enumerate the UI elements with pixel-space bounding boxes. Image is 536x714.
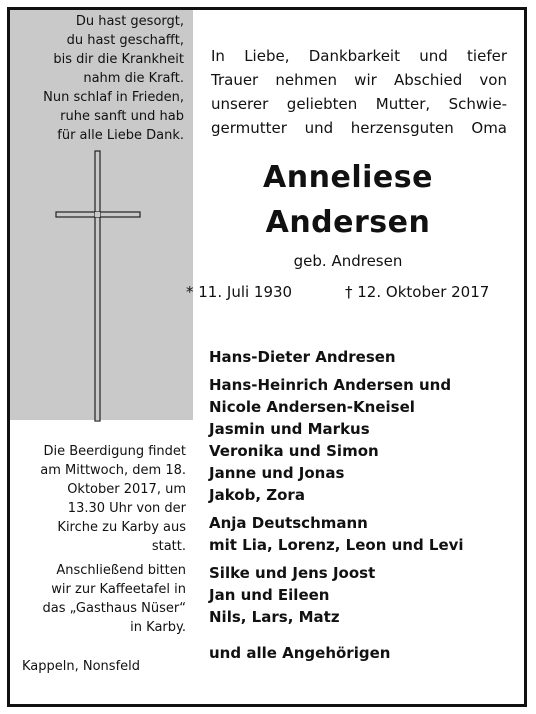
mourner-group xyxy=(209,374,509,506)
poem-line: Nun schlaf in Frieden, xyxy=(43,90,184,105)
coffee-line: wir zur Kaffeetafel in xyxy=(51,582,186,597)
mourner-line: mit Lia, Lorenz, Leon und Levi xyxy=(209,536,464,554)
poem-line: bis dir die Krankheit xyxy=(53,52,184,67)
place: Kappeln, Nonsfeld xyxy=(22,659,141,674)
mourner-line: Janne und Jonas xyxy=(209,464,345,482)
poem-line: Du hast gesorgt, xyxy=(75,14,184,29)
intro-line: Trauer nehmen wir Abschied von xyxy=(211,71,507,89)
funeral-line: Die Beerdigung findet xyxy=(43,444,186,459)
mourner-line: Nils, Lars, Matz xyxy=(209,608,340,626)
mourner-group xyxy=(209,642,509,664)
coffee-info xyxy=(12,561,186,637)
funeral-line: statt. xyxy=(151,539,186,554)
funeral-line: Kirche zu Karby aus xyxy=(57,520,186,535)
mourner-group xyxy=(209,346,509,368)
intro-line: germutter und herzensguten Oma xyxy=(211,119,507,137)
birth-date: * 11. Juli 1930 xyxy=(186,283,293,301)
cross-icon xyxy=(55,150,145,440)
mourners-list xyxy=(209,346,509,670)
funeral-line: 13.30 Uhr von der xyxy=(67,501,186,516)
intro-line: unserer geliebten Mutter, Schwie- xyxy=(211,95,507,113)
mourner-line: Hans-Dieter Andresen xyxy=(209,348,396,366)
mourner-group xyxy=(209,562,509,628)
coffee-line: Anschließend bitten xyxy=(56,563,186,578)
poem-line: nahm die Kraft. xyxy=(83,71,184,86)
poem-line: für alle Liebe Dank. xyxy=(57,128,184,143)
mourner-line: Jasmin und Markus xyxy=(209,420,370,438)
mourner-line: Jakob, Zora xyxy=(209,486,305,504)
death-date: † 12. Oktober 2017 xyxy=(345,283,490,301)
funeral-line: am Mittwoch, dem 18. xyxy=(40,463,186,478)
mourner-line: Jan und Eileen xyxy=(209,586,330,604)
funeral-info xyxy=(12,442,186,556)
poem-line: du hast geschafft, xyxy=(66,33,184,48)
coffee-line: das „Gasthaus Nüser“ xyxy=(42,601,186,616)
deceased-first-name: Anneliese xyxy=(263,160,433,195)
intro-line: In Liebe, Dankbarkeit und tiefer xyxy=(211,47,507,65)
funeral-line: Oktober 2017, um xyxy=(67,482,186,497)
coffee-line: in Karby. xyxy=(130,620,186,635)
mourner-line: Anja Deutschmann xyxy=(209,514,368,532)
mourner-group xyxy=(209,512,509,556)
intro-text xyxy=(211,44,507,140)
mourner-line: Hans-Heinrich Andersen und xyxy=(209,376,452,394)
mourner-line: und alle Angehörigen xyxy=(209,644,391,662)
deceased-last-name: Andersen xyxy=(265,205,431,240)
birth-name: geb. Andresen xyxy=(293,252,403,270)
mourner-line: Veronika und Simon xyxy=(209,442,379,460)
poem-line: ruhe sanft und hab xyxy=(60,109,184,124)
mourner-line: Silke und Jens Joost xyxy=(209,564,376,582)
mourner-line: Nicole Andersen-Kneisel xyxy=(209,398,415,416)
poem xyxy=(12,12,184,145)
